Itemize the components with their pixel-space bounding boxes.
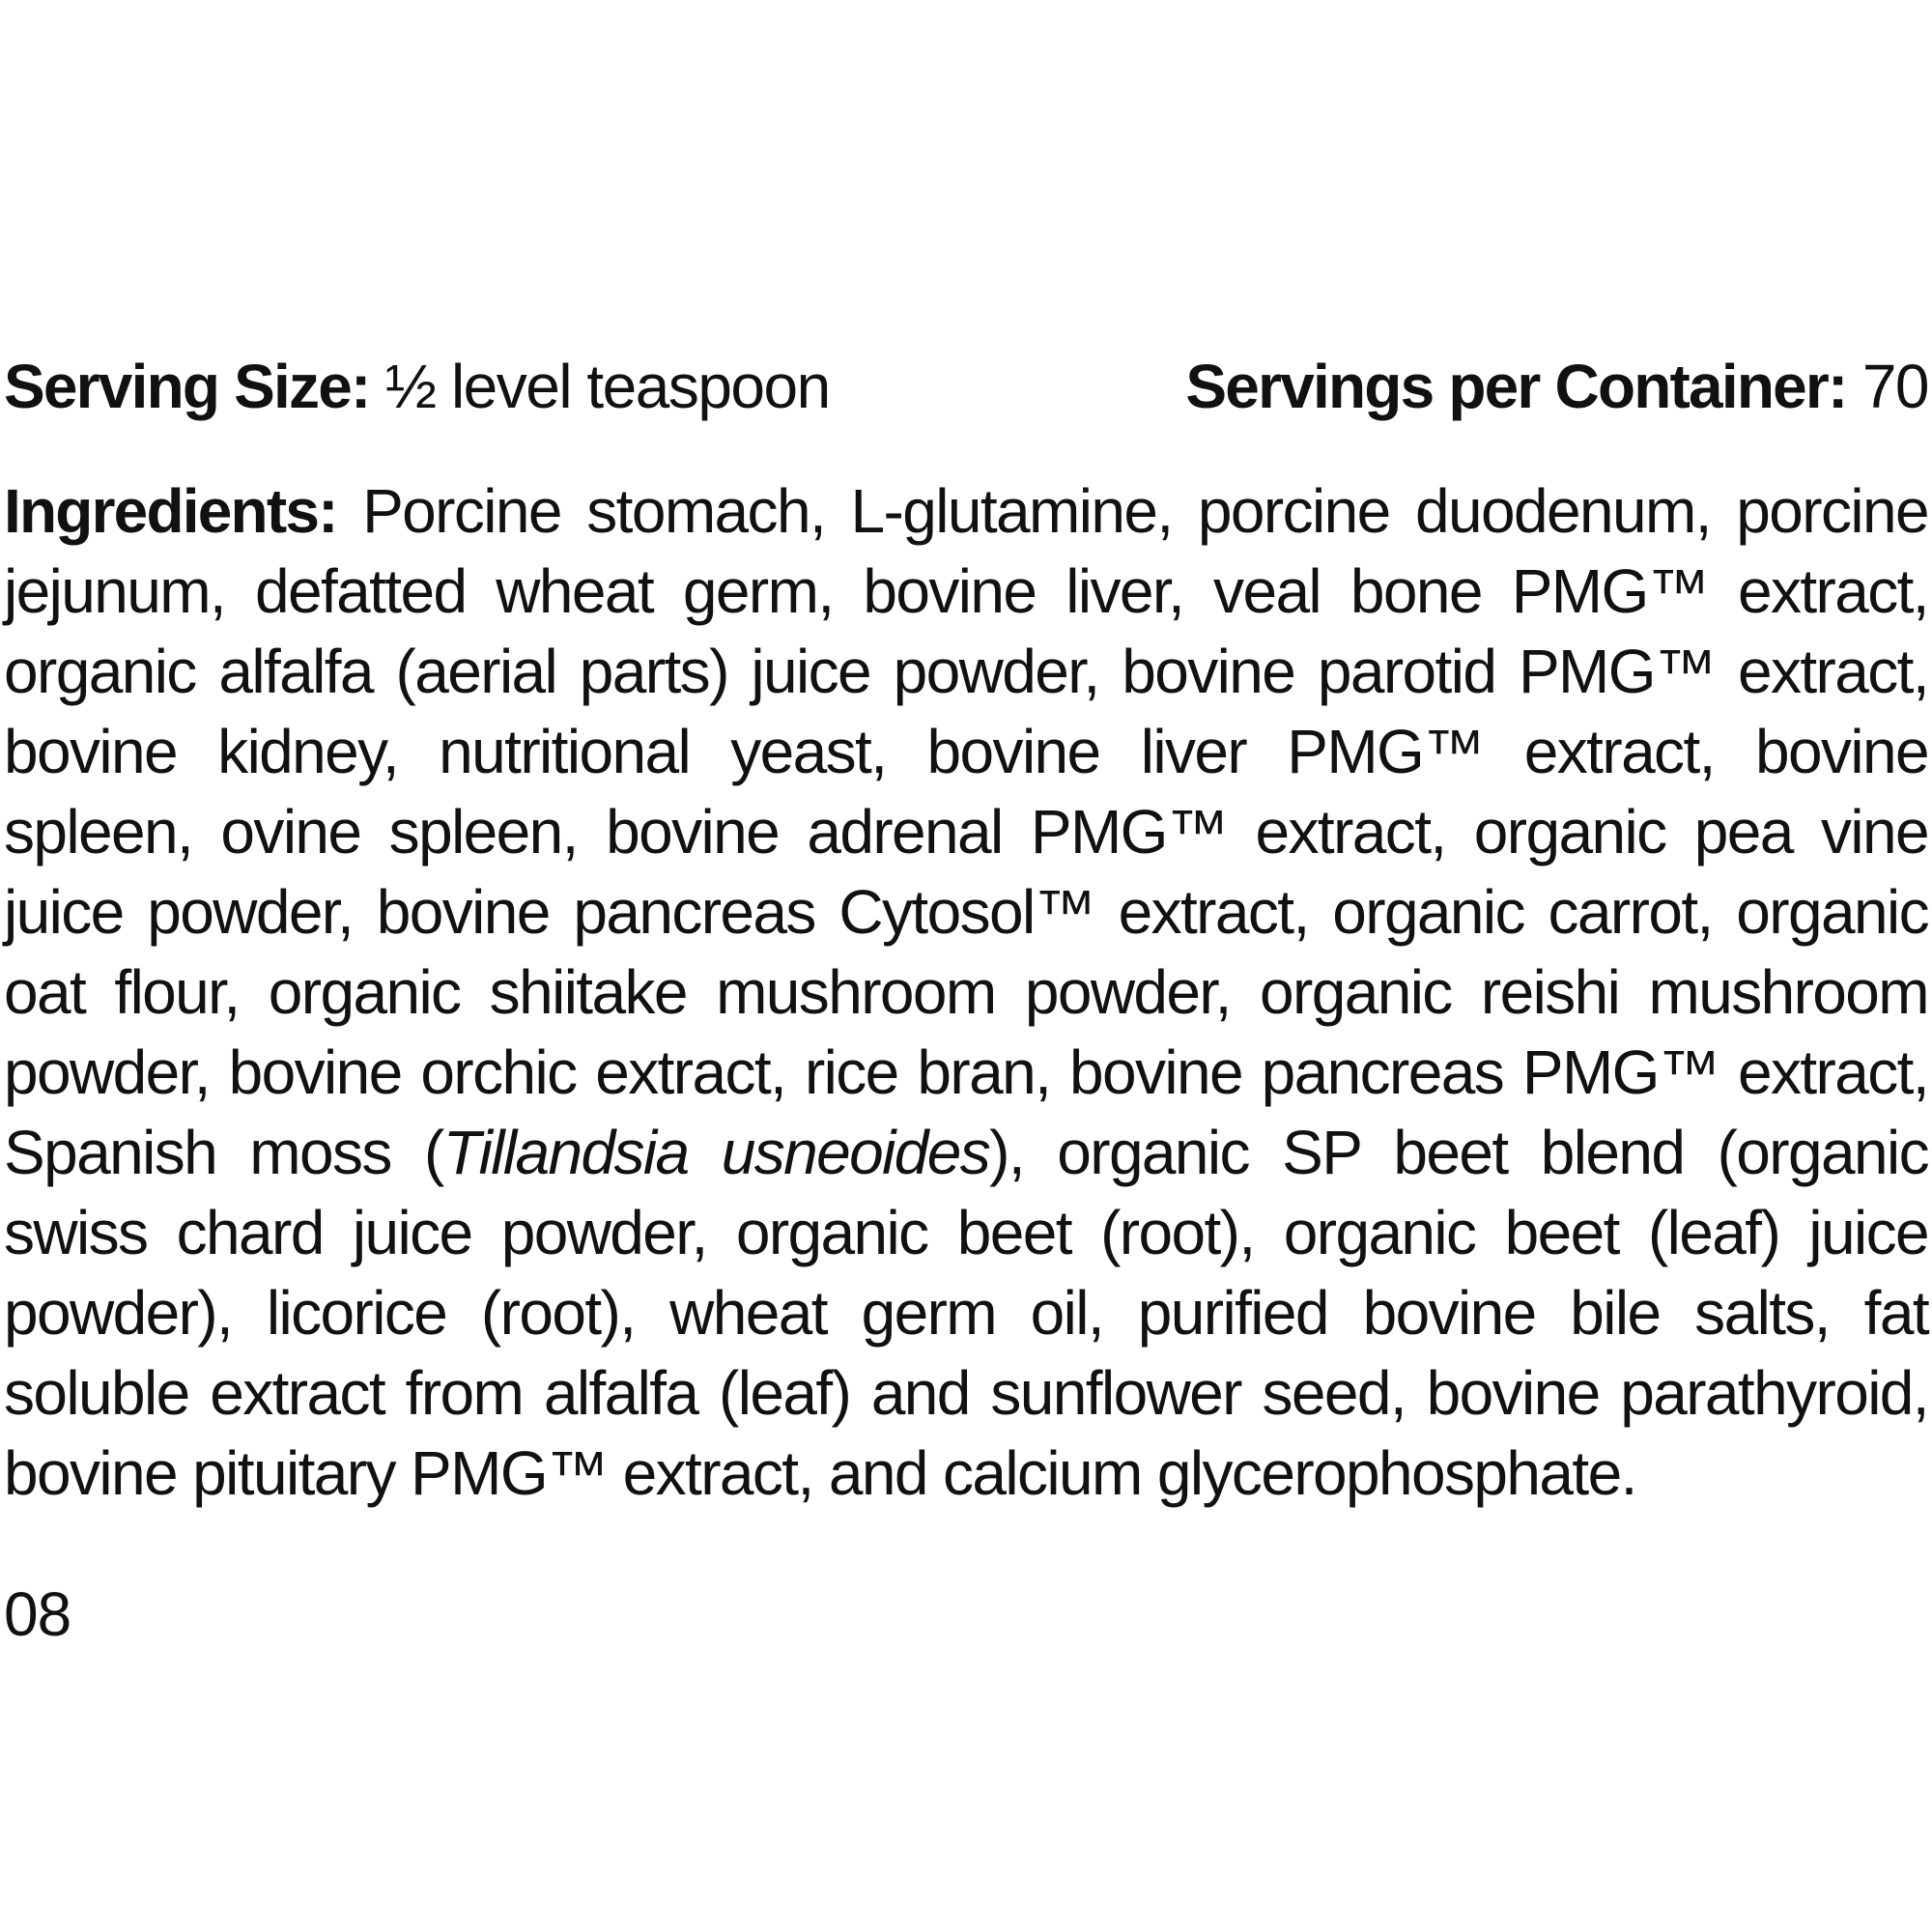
serving-size-label: Serving Size: xyxy=(4,352,370,421)
servings-per-container-label: Servings per Container: xyxy=(1185,352,1847,421)
lot-code: 08 xyxy=(4,1579,71,1649)
serving-info-row xyxy=(4,348,1928,425)
servings-per-container-value: 70 xyxy=(1861,352,1928,421)
ingredients-paragraph xyxy=(4,471,1928,1514)
supplement-label-panel xyxy=(4,348,1928,1653)
serving-size-value: ½ level teaspoon xyxy=(384,352,830,421)
ingredients-text-part-2: ), organic SP beet blend (organic swiss chard juice powder, organic beet (root), organic beet (leaf) juice powder), licorice (root), wheat germ oil, purified bovine bile salts, fat soluble extract from alfalfa (leaf) and sunflower seed, bovine parathyroid, bovine pituitary PMG™ extract, and calcium glycerophosphate. xyxy=(4,1118,1928,1508)
ingredients-label: Ingredients: xyxy=(4,476,337,546)
servings-per-container xyxy=(1185,348,1928,425)
ingredients-italic-species: Tillandsia usneoides xyxy=(442,1118,990,1187)
ingredients-text-part-1: Porcine stomach, L-glutamine, porcine duodenum, porcine jejunum, defatted wheat germ, bovine liver, veal bone PMG™ extract, organic alfalfa (aerial parts) juice powder, bovine parotid PMG™ extract, bovine kidney, nutritional yeast, bovine liver PMG™ extract, bovine spleen, ovine spleen, bovine adrenal PMG™ extract, organic pea vine juice powder, bovine pancreas Cytosol™ extract, organic carrot, organic oat flour, organic shiitake mushroom powder, organic reishi mushroom powder, bovine orchic extract, rice bran, bovine pancreas PMG™ extract, Spanish moss ( xyxy=(4,476,1928,1187)
serving-size xyxy=(4,348,830,425)
